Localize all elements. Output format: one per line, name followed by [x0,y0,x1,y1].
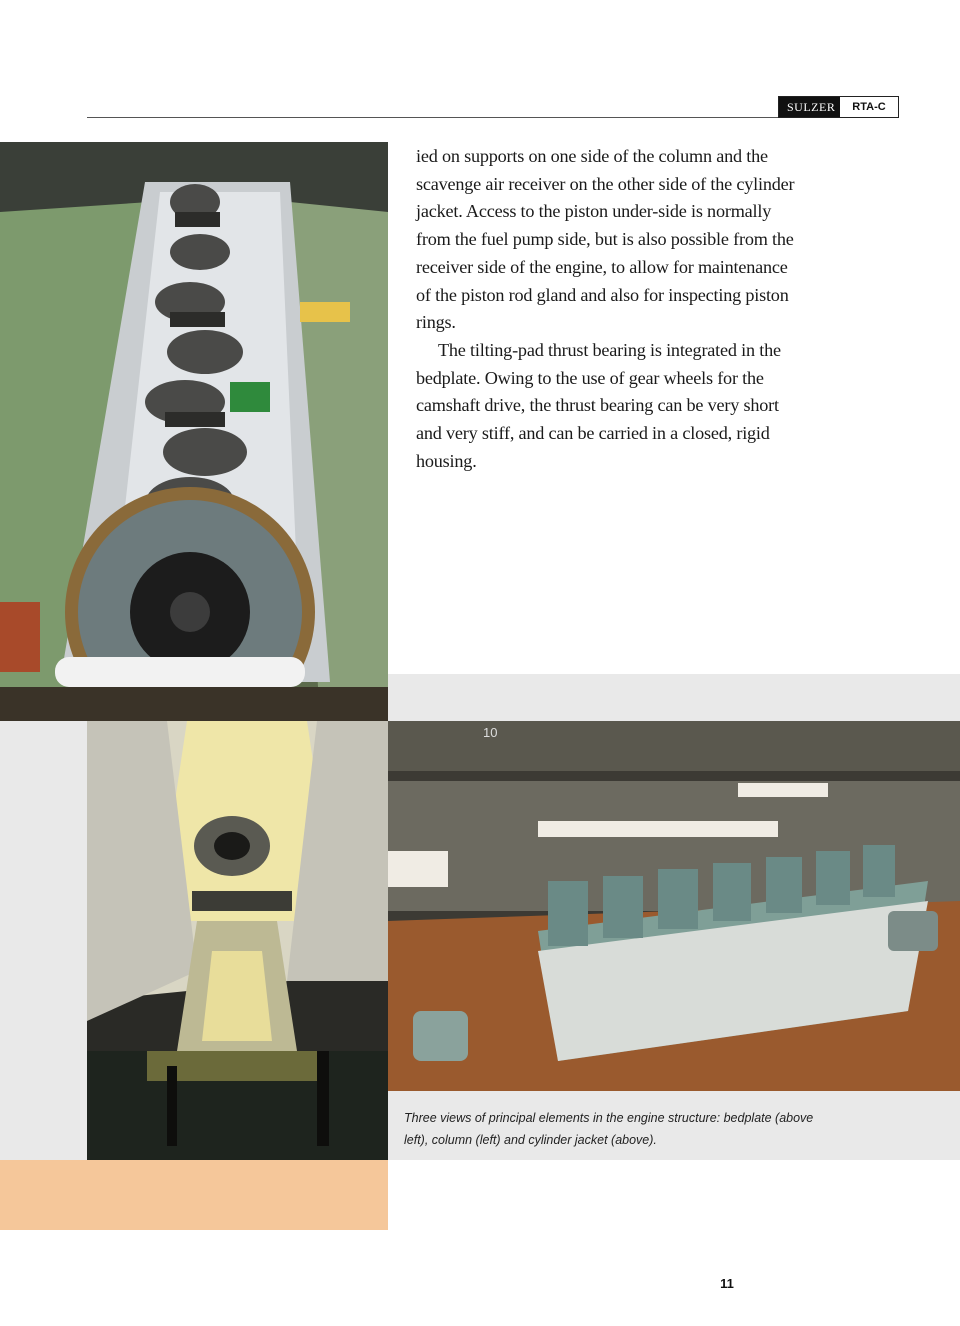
caption-box [388,1091,960,1160]
body-text [416,143,796,475]
cylinder-number-label: 10 [483,725,498,740]
cylinder-jacket-photo [388,721,960,1091]
caption: Three views of principal elements in the engine structure: bedplate (above left), column (left) and cylinder jacket (above). [404,1111,814,1147]
orange-accent-block [0,1160,388,1230]
brand-logo [778,96,899,118]
model-name: RTA-C [840,97,898,117]
paragraph-1: ied on supports on one side of the column and the scavenge air receiver on the other side of the cylinder jacket. Access to the piston under-side is normally from the fuel pump side, but is also possible from the receiver side of the engine, to allow for maintenance of the piston rod gland and also for inspecting piston rings. [416,146,795,333]
bedplate-photo [0,142,388,721]
header-rule [87,117,897,118]
grey-band-left [0,721,87,1160]
paragraph-2: The tilting-pad thrust bearing is integrated in the bedplate. Owing to the use of gear wheels for the camshaft drive, the thrust bearing can be very short and very stiff, and can be carried in a closed, rigid housing. [416,339,781,471]
brand-name: SULZER [779,97,840,117]
page-number: 11 [720,1276,734,1291]
column-photo [87,721,388,1160]
grey-band-top [388,674,960,721]
